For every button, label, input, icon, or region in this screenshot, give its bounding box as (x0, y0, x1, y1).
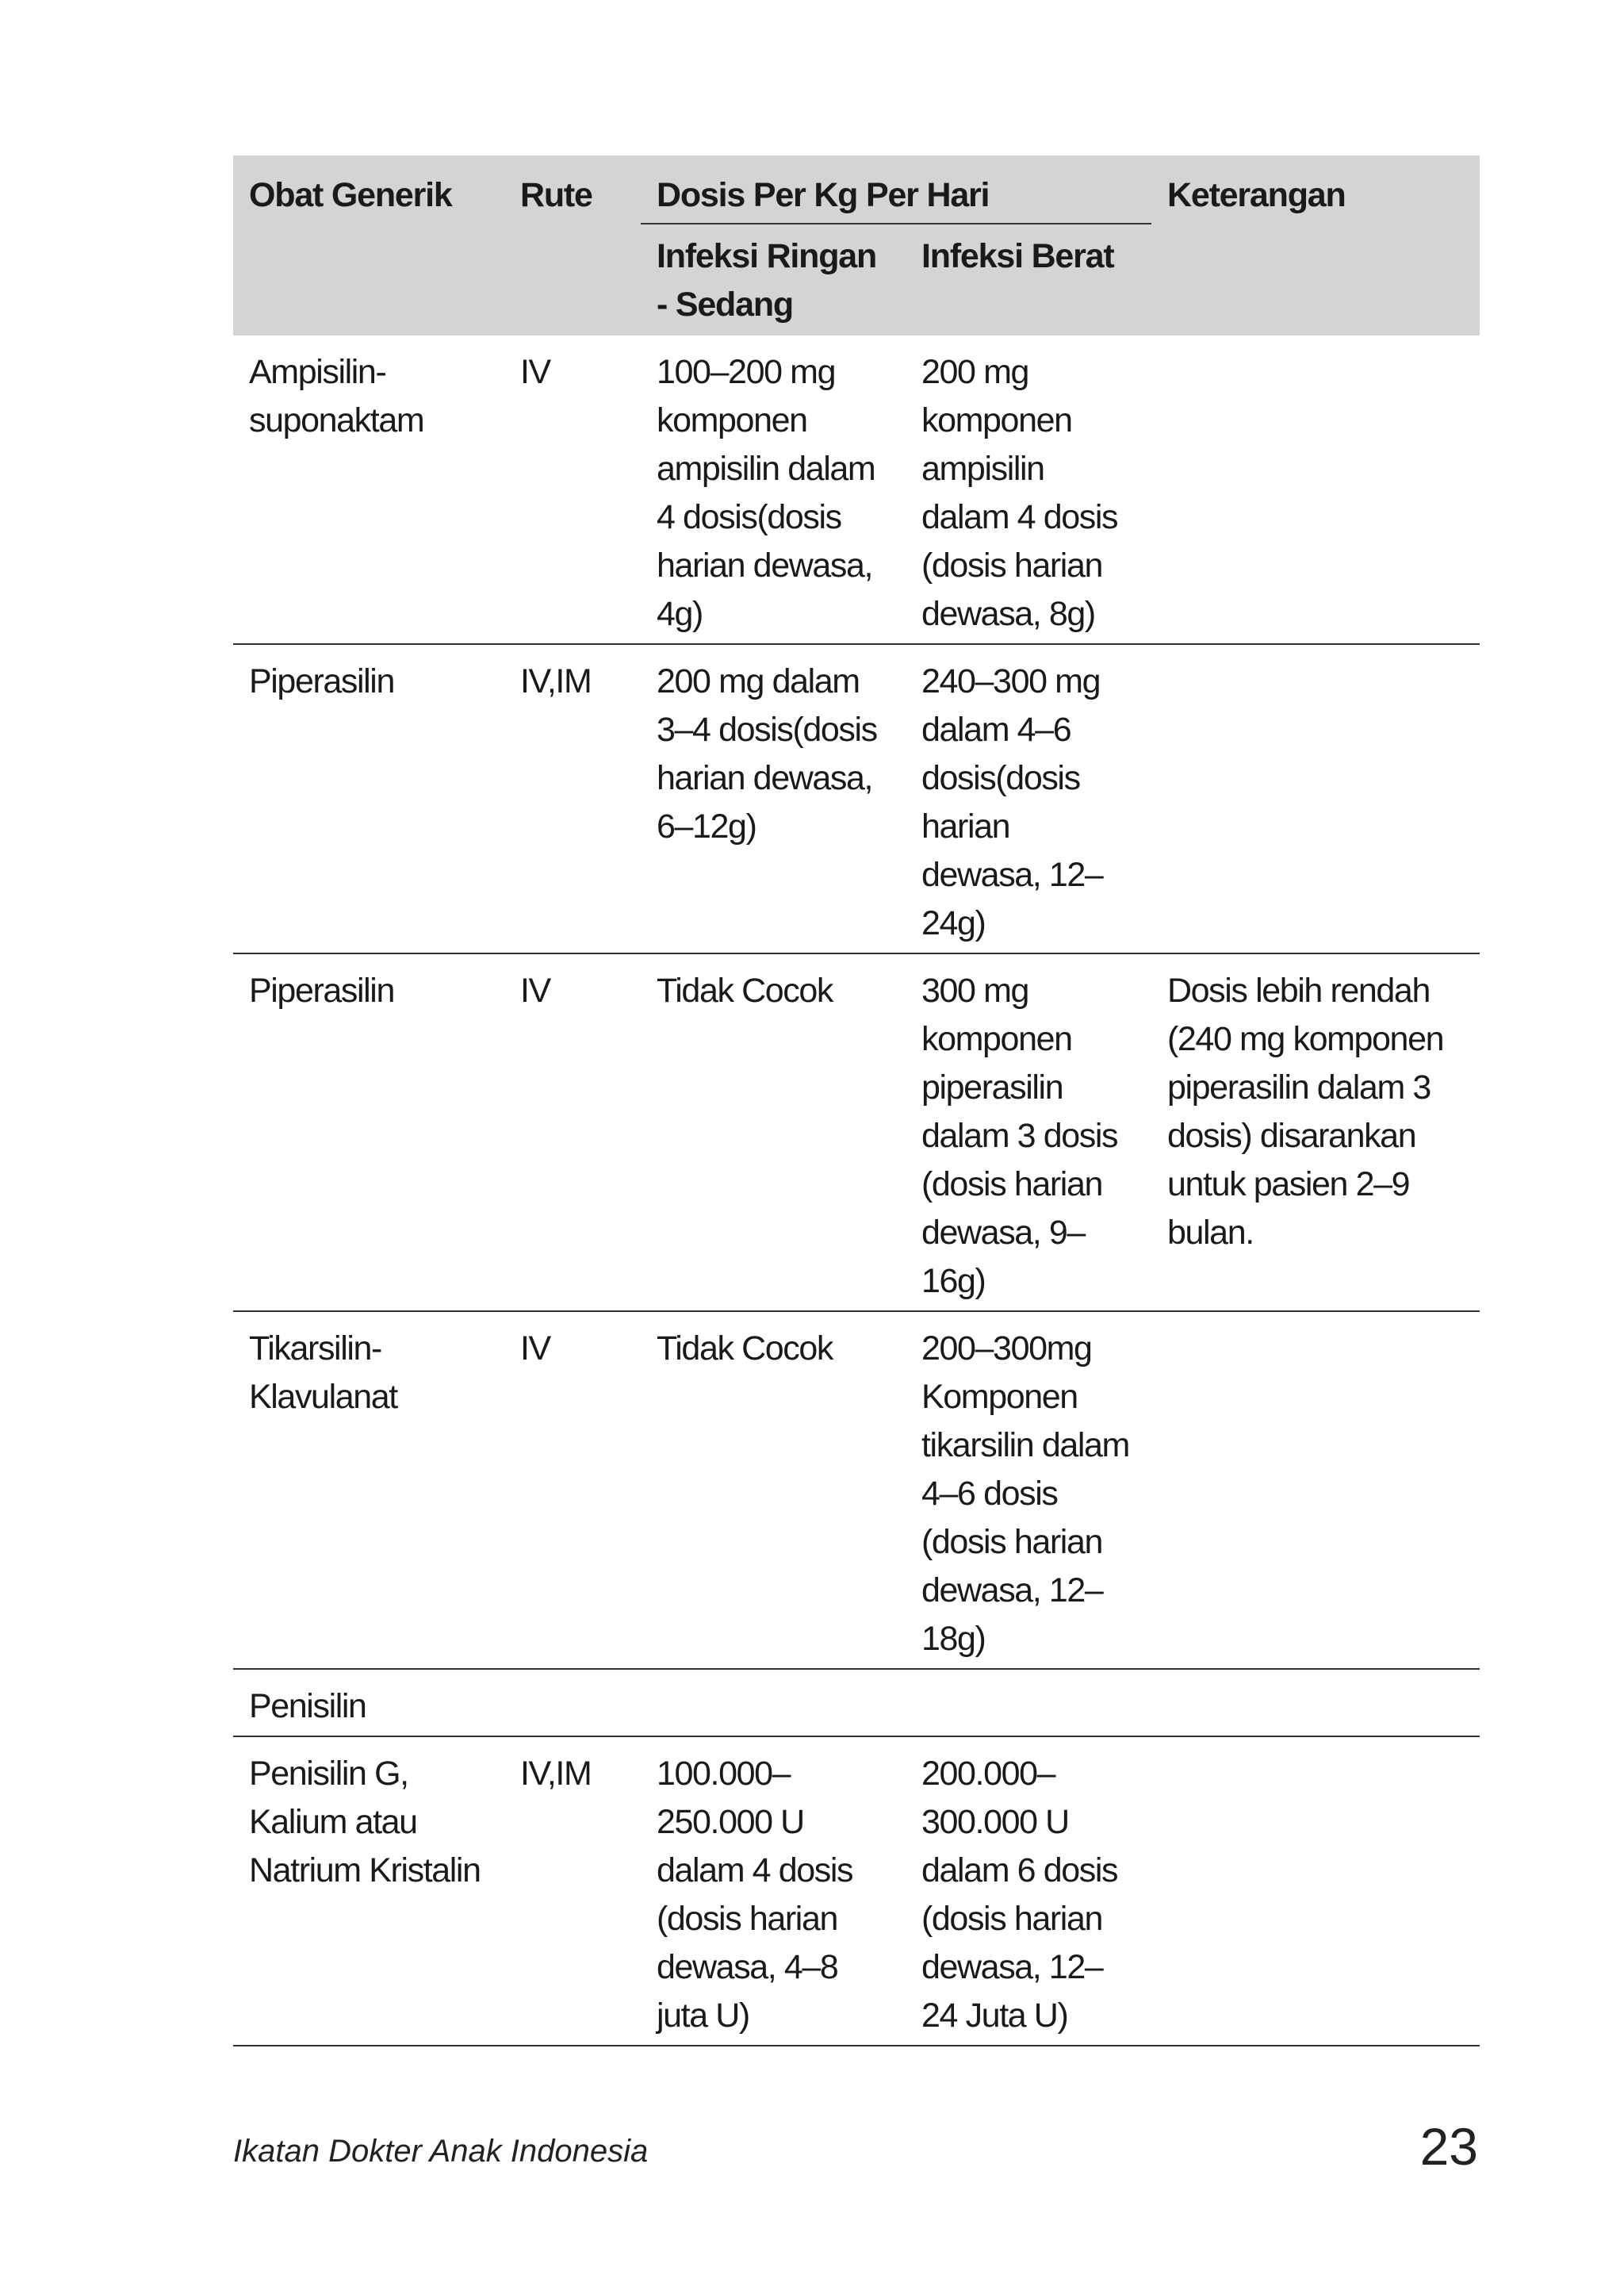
cell-berat (906, 1669, 1151, 1736)
cell-ringan: Tidak Cocok (641, 953, 906, 1311)
header-row-1 (233, 155, 1480, 224)
cell-obat: Penisilin G, Kalium atau Natrium Kristalin (233, 1736, 504, 2046)
header-obat-generik: Obat Generik (249, 176, 452, 214)
cell-ringan: 200 mg dalam 3–4 dosis(dosis harian dewasa, 6–12g) (641, 644, 906, 953)
cell-rute: IV (504, 1311, 641, 1669)
cell-keterangan (1151, 1311, 1480, 1669)
cell-ringan: 100.000–250.000 U dalam 4 dosis (dosis harian dewasa, 4–8 juta U) (641, 1736, 906, 2046)
header-dosis-group: Dosis Per Kg Per Hari (641, 155, 1151, 224)
header-keterangan: Keterangan (1167, 176, 1346, 214)
table-row (233, 1736, 1480, 2046)
table-row (233, 336, 1480, 644)
page-number: 23 (1419, 2117, 1478, 2176)
table-body (233, 336, 1480, 2046)
cell-rute: IV,IM (504, 644, 641, 953)
cell-obat: Ampisilin-suponaktam (233, 336, 504, 644)
cell-ringan: 100–200 mg komponen ampisilin dalam 4 dosis(dosis harian dewasa, 4g) (641, 336, 906, 644)
cell-obat: Piperasilin (233, 644, 504, 953)
cell-berat: 300 mg komponen piperasilin dalam 3 dosis (dosis harian dewasa, 9–16g) (906, 953, 1151, 1311)
table-row (233, 644, 1480, 953)
dosage-table (233, 155, 1480, 2046)
table-section-row (233, 1669, 1480, 1736)
cell-rute: IV (504, 336, 641, 644)
cell-keterangan: Dosis lebih rendah (240 mg komponen piperasilin dalam 3 dosis) disarankan untuk pasien 2–9 bulan. (1151, 953, 1480, 1311)
cell-obat: Penisilin (233, 1669, 504, 1736)
cell-rute: IV,IM (504, 1736, 641, 2046)
cell-keterangan (1151, 336, 1480, 644)
cell-rute (504, 1669, 641, 1736)
header-rute: Rute (520, 176, 592, 214)
cell-rute: IV (504, 953, 641, 1311)
cell-berat: 240–300 mg dalam 4–6 dosis(dosis harian dewasa, 12–24g) (906, 644, 1151, 953)
header-infeksi-berat: Infeksi Berat (921, 237, 1114, 275)
cell-berat: 200.000–300.000 U dalam 6 dosis (dosis harian dewasa, 12–24 Juta U) (906, 1736, 1151, 2046)
table-row (233, 1311, 1480, 1669)
cell-keterangan (1151, 1669, 1480, 1736)
cell-keterangan (1151, 644, 1480, 953)
cell-obat: Piperasilin (233, 953, 504, 1311)
table-header (233, 155, 1480, 336)
cell-keterangan (1151, 1736, 1480, 2046)
footer-publisher: Ikatan Dokter Anak Indonesia (233, 2134, 649, 2169)
cell-ringan: Tidak Cocok (641, 1311, 906, 1669)
cell-berat: 200–300mg Komponen tikarsilin dalam 4–6 dosis (dosis harian dewasa, 12–18g) (906, 1311, 1151, 1669)
cell-ringan (641, 1669, 906, 1736)
table-row (233, 953, 1480, 1311)
header-infeksi-ringan-sedang: Infeksi Ringan - Sedang (657, 237, 877, 324)
cell-berat: 200 mg komponen ampisilin dalam 4 dosis (dosis harian dewasa, 8g) (906, 336, 1151, 644)
cell-obat: Tikarsilin-Klavulanat (233, 1311, 504, 1669)
